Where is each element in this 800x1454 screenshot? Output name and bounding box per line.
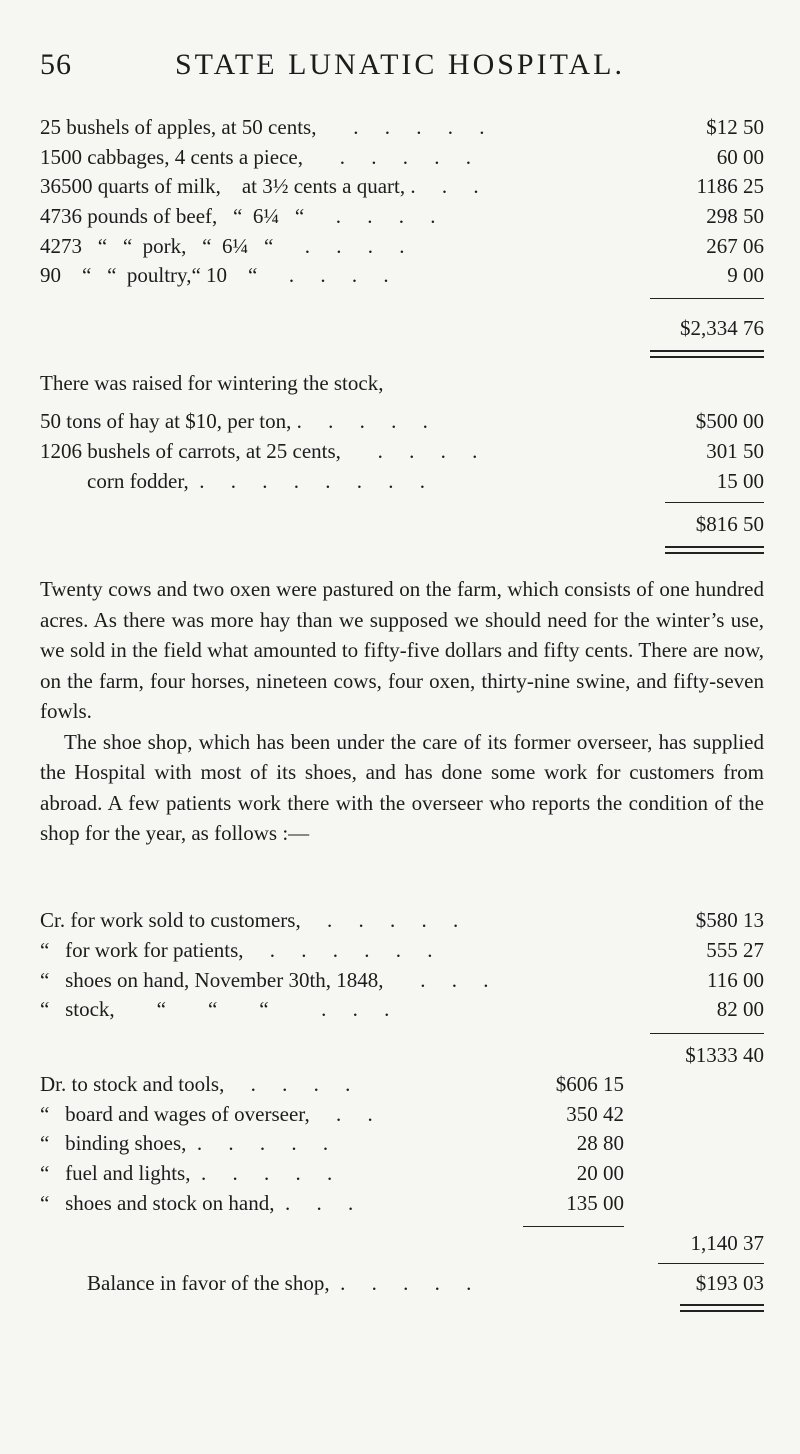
produce-row-label: 90 “ “ poultry,“ 10 “ . . . .: [40, 263, 389, 287]
credit-row-label: “ shoes on hand, November 30th, 1848, . . .: [40, 968, 489, 992]
produce-row-label: 1500 cabbages, 4 cents a piece, . . . . .: [40, 145, 471, 169]
wintering-row-amount: 15 00: [716, 469, 764, 493]
paragraph: The shoe shop, which has been under the care of its former overseer, has supplied the Hospital with most of its shoes, and has done some work for customers from abroad. A few patients work there with the overseer who reports the condition of the shop for the year, as follows :—: [40, 729, 764, 845]
sum-rule: [665, 502, 764, 503]
balance-label: Balance in favor of the shop, . . . . .: [87, 1271, 472, 1295]
produce-row-amount: $12 50: [706, 115, 764, 139]
credit-row-label: “ stock, “ “ “ . . .: [40, 997, 390, 1021]
debit-row-amount: 20 00: [576, 1161, 624, 1185]
body-text: [40, 574, 764, 849]
credit-row-amount: 116 00: [707, 968, 764, 992]
wintering-row-label: 50 tons of hay at $10, per ton, . . . . .: [40, 409, 428, 433]
debit-row-amount: 350 42: [566, 1102, 624, 1126]
debit-row-label: “ shoes and stock on hand, . . .: [40, 1191, 354, 1215]
debit-row-amount: 28 80: [576, 1131, 624, 1155]
wintering-row-amount: $500 00: [695, 409, 764, 433]
paragraph: Twenty cows and two oxen were pastured on the farm, which consists of one hundred acres. As there was more hay than we supposed we should need for the winter’s use, we sold in the field what amounted to fifty-five dollars and fifty cents. There are now, on the farm, four horses, nineteen cows, four oxen, thirty-nine swine, and fifty-seven fowls.: [40, 577, 764, 723]
page-header: [0, 48, 800, 88]
debit-row-label: “ fuel and lights, . . . . .: [40, 1161, 333, 1185]
credit-total: $1333 40: [685, 1043, 764, 1067]
balance-amount: $193 03: [695, 1271, 764, 1295]
produce-row-amount: 267 06: [706, 234, 764, 258]
wintering-row-label: 1206 bushels of carrots, at 25 cents, . . . .: [40, 439, 478, 463]
debit-total: 1,140 37: [690, 1231, 764, 1255]
debit-row-label: Dr. to stock and tools, . . . .: [40, 1072, 351, 1096]
wintering-heading: There was raised for wintering the stock,: [40, 371, 384, 395]
credit-row-amount: 555 27: [706, 938, 764, 962]
debit-row-amount: 135 00: [566, 1191, 624, 1215]
wintering-row-label: corn fodder, . . . . . . . .: [87, 469, 426, 493]
page-number: 56: [40, 48, 72, 81]
credit-row-label: “ for work for patients, . . . . . .: [40, 938, 433, 962]
produce-row-amount: 1186 25: [696, 174, 764, 198]
produce-total: $2,334 76: [680, 316, 764, 340]
debit-row-label: “ board and wages of overseer, . .: [40, 1102, 373, 1126]
produce-row-label: 4273 “ “ pork, “ 6¼ “ . . . .: [40, 234, 405, 258]
wintering-total: $816 50: [695, 512, 764, 536]
sum-rule: [523, 1226, 624, 1227]
debit-row-amount: $606 15: [555, 1072, 624, 1096]
wintering-row-amount: 301 50: [706, 439, 764, 463]
debit-row-label: “ binding shoes, . . . . .: [40, 1131, 329, 1155]
sum-rule: [650, 1033, 764, 1034]
produce-row-label: 36500 quarts of milk, at 3½ cents a quart, . . .: [40, 174, 479, 198]
sum-rule: [650, 298, 764, 299]
produce-row-amount: 9 00: [727, 263, 764, 287]
credit-row-amount: $580 13: [695, 908, 764, 932]
produce-row-amount: 60 00: [716, 145, 764, 169]
total-double-rule: [650, 350, 764, 358]
total-double-rule: [680, 1304, 764, 1312]
credit-row-label: Cr. for work sold to customers, . . . . .: [40, 908, 459, 932]
credit-row-amount: 82 00: [716, 997, 764, 1021]
sum-rule: [658, 1263, 764, 1264]
page-title: STATE LUNATIC HOSPITAL.: [174, 48, 626, 81]
produce-row-label: 25 bushels of apples, at 50 cents, . . . . .: [40, 115, 485, 139]
total-double-rule: [665, 546, 764, 554]
produce-row-label: 4736 pounds of beef, “ 6¼ “ . . . .: [40, 204, 436, 228]
produce-row-amount: 298 50: [706, 204, 764, 228]
